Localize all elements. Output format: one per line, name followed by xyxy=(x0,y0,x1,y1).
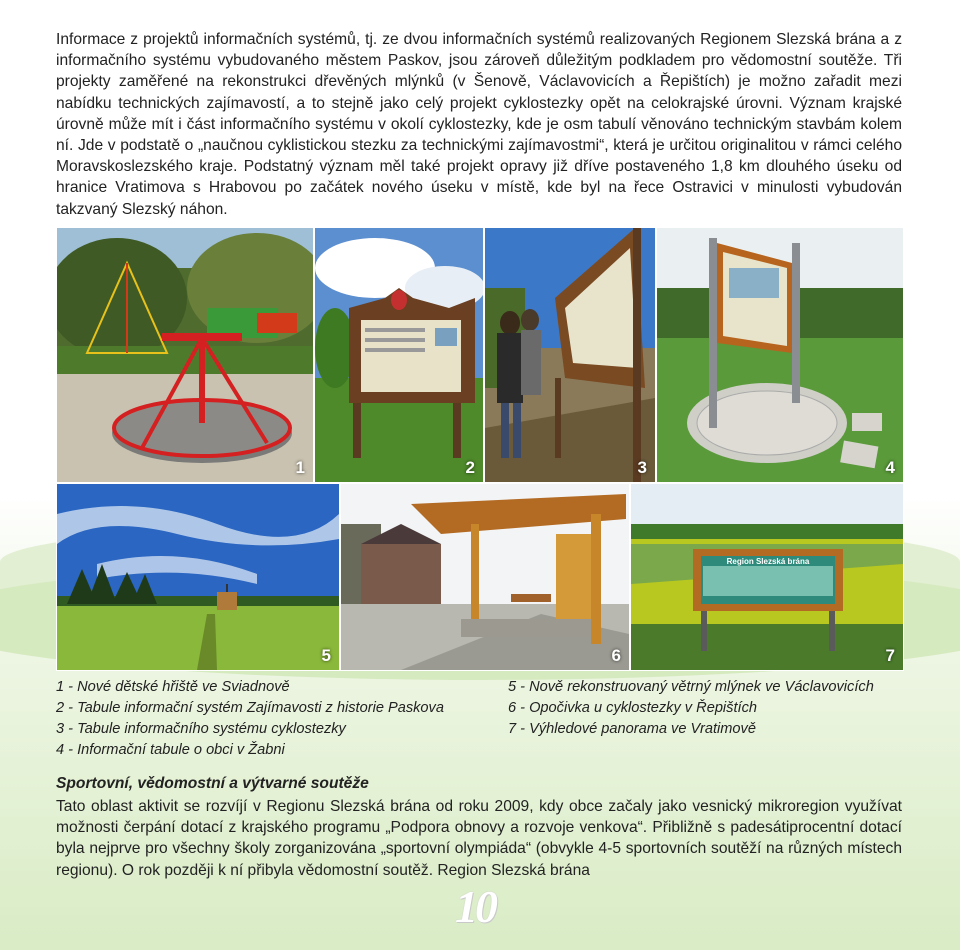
caption-item: 3 - Tabule informačního systému cyklostezky xyxy=(56,721,346,737)
captions-left xyxy=(56,677,444,761)
photo-info-board-paskov xyxy=(314,227,484,483)
photo-number: 5 xyxy=(321,646,331,665)
photo-number: 3 xyxy=(637,458,647,477)
photo-info-board-zabne xyxy=(656,227,904,483)
photo-number: 6 xyxy=(611,646,621,665)
caption-item: 2 - Tabule informační systém Zajímavosti z historie Paskova xyxy=(56,700,444,716)
photo-cycle-path-board xyxy=(484,227,656,483)
photo-windmill-meadow xyxy=(56,483,340,671)
photo-panorama-vratimov xyxy=(630,483,904,671)
intro-text: Informace z projektů informačních systémů, tj. ze dvou informačních systémů realizovaných Regionem Slezská brána a z informačního systému vybudovaného městem Paskov, jsou zároveň důležitým podkladem pro vědomostní soutěže. Tři projekty zaměřené na rekonstrukci dřevěných mlýnků (v Šenově, Václavovicích a Řepištích) je možno zařadit mezi nabídku technických zajímavostí, a to stejně jako celý projekt cyklostezky opět na celokrajské úrovni. Význam krajské úrovně může mít i část informačního systému v okolí cyklostezky, kde je osm tabulí věnováno technickým stavbám kolem ní. Jde v podstatě o „naučnou cyklistickou stezku za technickými zajímavostmi“, která je určitou originalitou v rámci celého Moravskoslezského kraje. Podstatný význam měl také projekt opravy již dříve postaveného 1,8 km dlouhého úseku od hranice Vratimova s Hrabovou po začátek nového úseku v místě, kde byl na řece Ostravici v minulosti vybudován takzvaný Slezský náhon. xyxy=(56,31,902,218)
photo-shelter xyxy=(340,483,630,671)
caption-item: 7 - Výhledové panorama ve Vratimově xyxy=(508,721,756,737)
photo-number: 2 xyxy=(465,458,475,477)
section-paragraph xyxy=(56,796,902,881)
caption-item: 4 - Informační tabule o obci v Žabni xyxy=(56,742,285,758)
caption-item: 6 - Opočivka u cyklostezky v Řepištích xyxy=(508,700,757,716)
photo-number: 4 xyxy=(885,458,895,477)
captions-right xyxy=(508,677,874,740)
page-number: 10 xyxy=(455,881,495,932)
caption-item: 1 - Nové dětské hřiště ve Sviadnově xyxy=(56,679,290,695)
photo-number: 1 xyxy=(295,458,305,477)
photo-playground xyxy=(56,227,314,483)
section-text: Tato oblast aktivit se rozvíjí v Regionu Slezská brána od roku 2009, kdy obce začaly jako vesnický mikroregion využívat možnosti čerpání dotací z krajského programu „Podpora obnovy a rozvoje venkova“. Přibližně s padesátiprocentní dotací byla nejprve pro všechny školy zorganizována „sportovní olympiáda“ (obvykle 4-5 sportovních soutěží na různých místech regionu). O rok později k ní přibyla vědomostní soutěž. Region Slezská brána xyxy=(56,798,902,879)
photo-number: 7 xyxy=(885,646,895,665)
section-heading: Sportovní, vědomostní a výtvarné soutěže xyxy=(56,775,369,792)
intro-paragraph xyxy=(56,29,902,220)
sign-title: Region Slezská brána xyxy=(726,557,810,566)
caption-item: 5 - Nově rekonstruovaný větrný mlýnek ve Václavovicích xyxy=(508,679,874,695)
